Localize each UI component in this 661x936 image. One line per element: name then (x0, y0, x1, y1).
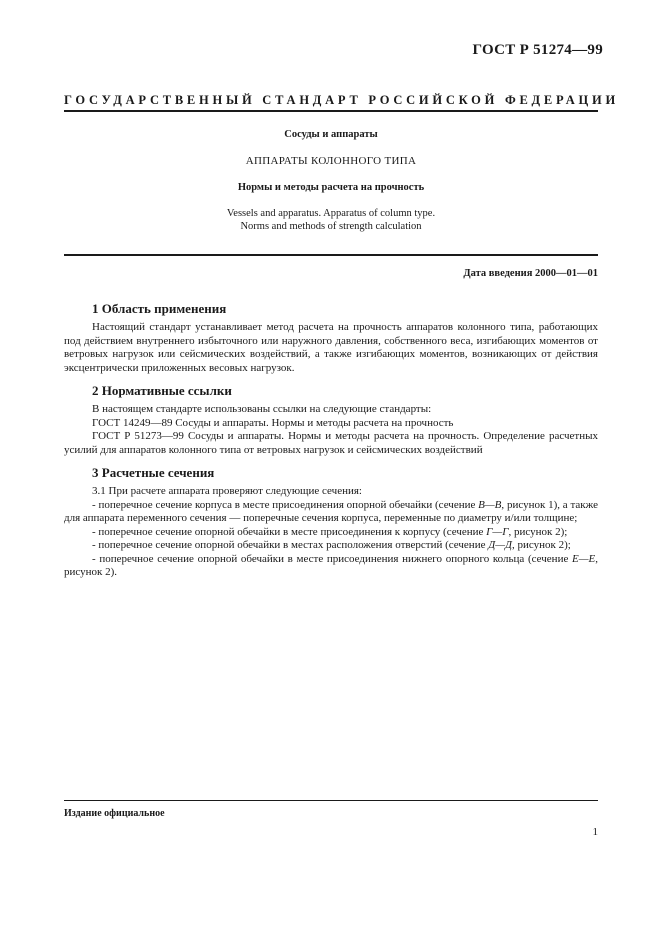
list-item: - поперечное сечение корпуса в месте присоединения опорной обечайки (сечение В—В, рисунок 1), а также для аппарата переменного сечения — поперечные сечения корпуса, переменные по диаметру и/или толщине; (64, 498, 598, 524)
document-subtitle-category: Сосуды и аппараты (284, 129, 378, 140)
footer-rule (64, 800, 598, 801)
official-edition-note: Издание официальное (64, 808, 165, 819)
section-scope (64, 300, 598, 375)
paragraph: В настоящем стандарте использованы ссылки на следующие стандарты: (92, 403, 432, 415)
title-block-rule (64, 254, 598, 256)
section-heading: 1 Область применения (92, 301, 227, 316)
english-title (64, 207, 598, 233)
section-normative-references (64, 382, 598, 457)
english-title-line-1: Vessels and apparatus. Apparatus of column type. (226, 208, 436, 219)
document-body (64, 300, 598, 580)
standard-banner: ГОСУДАРСТВЕННЫЙ СТАНДАРТ РОССИЙСКОЙ ФЕДЕРАЦИИ (64, 93, 619, 107)
standard-number: ГОСТ Р 51274—99 (472, 42, 603, 58)
page-number: 1 (592, 826, 598, 838)
list-item: - поперечное сечение опорной обечайки в месте присоединения к корпусу (сечение Г—Г, рисунок 2); (92, 525, 568, 538)
section-label: Д—Д (488, 539, 512, 551)
header-rule (64, 110, 598, 112)
list-item: - поперечное сечение опорной обечайки в месте присоединения нижнего опорного кольца (сечение Е—Е, рисунок 2). (64, 552, 598, 578)
list-item: - поперечное сечение опорной обечайки в местах расположения отверстий (сечение Д—Д, рисунок 2); (92, 539, 571, 551)
section-label: Е—Е (572, 552, 596, 565)
reference-item: ГОСТ Р 51273—99 Сосуды и аппараты. Нормы и методы расчета на прочность. Определение расчетных усилий для аппаратов колонного типа от ветровых нагрузок и сейсмических воздействий (64, 430, 598, 456)
document-title: АППАРАТЫ КОЛОННОГО ТИПА (245, 155, 417, 167)
paragraph: Настоящий стандарт устанавливает метод расчета на прочность аппаратов колонного типа, работающих под действием внутреннего избыточного или наружного давления, собственного веса, изгибающих моментов от ветровых нагрузок или сейсмических воздействий, а также изгибающих моментов, возникающих от действия эксцентрически приложенных весовых нагрузок. (64, 321, 598, 374)
paragraph: 3.1 При расчете аппарата проверяют следующие сечения: (92, 485, 362, 497)
section-design-sections (64, 464, 598, 580)
english-title-line-2: Norms and methods of strength calculation (240, 221, 422, 232)
reference-item: ГОСТ 14249—89 Сосуды и аппараты. Нормы и методы расчета на прочность (92, 416, 454, 429)
section-heading: 3 Расчетные сечения (92, 465, 215, 480)
section-heading: 2 Нормативные ссылки (92, 383, 232, 398)
date-introduced: Дата введения 2000—01—01 (463, 268, 598, 279)
document-subtitle-scope: Нормы и методы расчета на прочность (237, 182, 425, 193)
section-label: Г—Г (486, 525, 509, 538)
section-label: В—В (478, 498, 502, 511)
